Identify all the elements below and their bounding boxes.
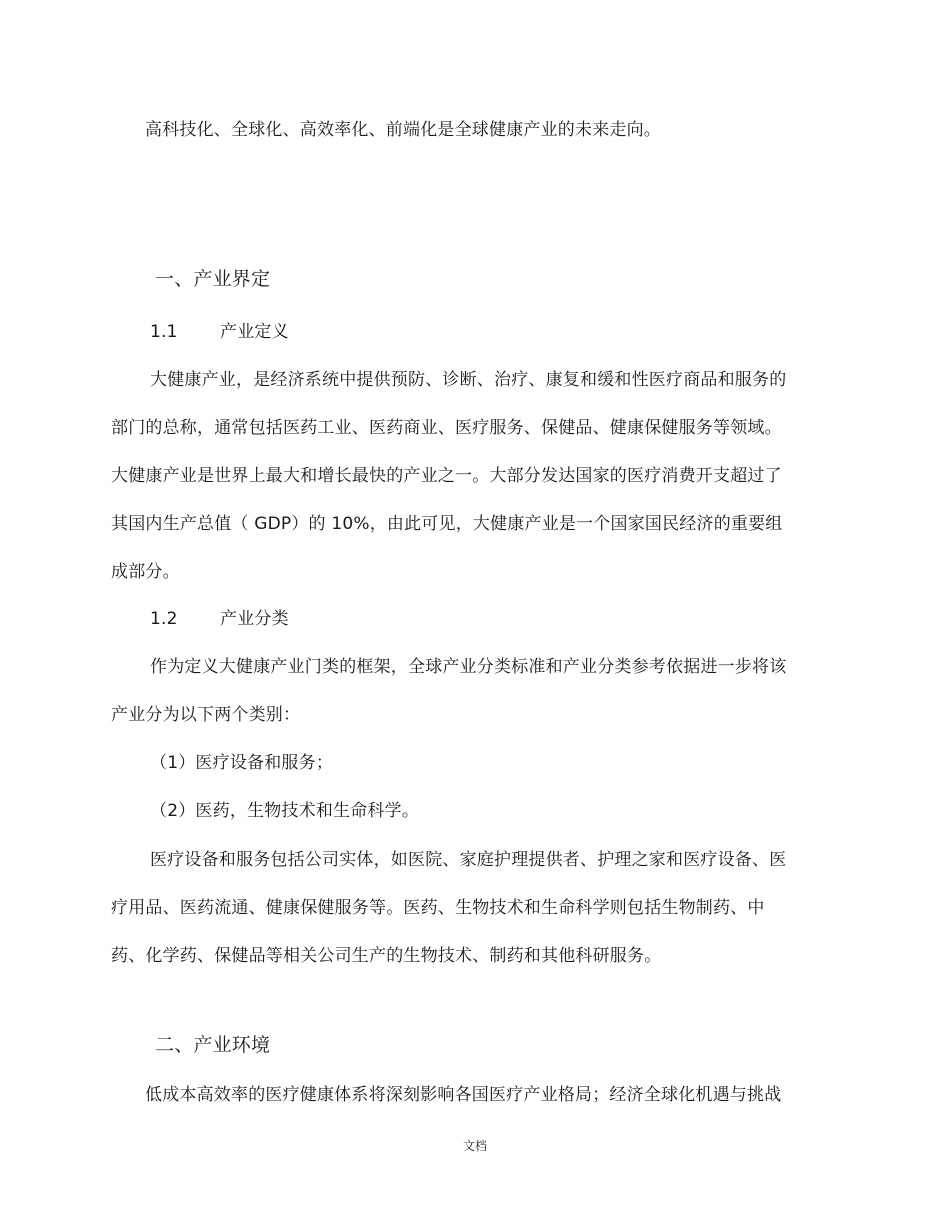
paragraph-line: 大健康产业是世界上最大和增长最快的产业之一。大部分发达国家的医疗消费开支超过了 [111,466,782,486]
paragraph-line: 作为定义大健康产业门类的框架，全球产业分类标准和产业分类参考依据进一步将该 [150,657,787,677]
list-item: （2）医药，生物技术和生命科学。 [150,801,420,821]
section1-heading: 一、产业界定 [155,268,271,290]
subsection-number: 1.1 [150,322,178,342]
section2-heading: 二、产业环境 [155,1034,271,1056]
list-item: （1）医疗设备和服务； [150,753,334,773]
paragraph-line: 医疗设备和服务包括公司实体，如医院、家庭护理提供者、护理之家和医疗设备、医 [150,850,787,870]
paragraph-line: 其国内生产总值（ GDP）的 10%，由此可见，大健康产业是一个国家国民经济的重要组 [111,514,783,534]
paragraph-line: 药、化学药、保健品等相关公司生产的生物技术、制药和其他科研服务。 [111,946,662,966]
paragraph-line: 产业分为以下两个类别： [111,705,301,725]
subsection-title: 产业分类 [220,609,289,629]
paragraph-line: 大健康产业，是经济系统中提供预防、诊断、治疗、康复和缓和性医疗商品和服务的 [150,370,787,390]
paragraph-line: 成部分。 [111,562,180,582]
paragraph-line: 疗用品、医药流通、健康保健服务等。医药、生物技术和生命科学则包括生物制药、中 [111,898,765,918]
paragraph-line: 部门的总称，通常包括医药工业、医药商业、医疗服务、保健品、健康保健服务等领域。 [111,418,782,438]
subsection-1-1-heading [150,320,289,344]
subsection-1-2-heading [150,607,289,631]
subsection-title: 产业定义 [220,322,289,342]
intro-text: 高科技化、全球化、高效率化、前端化是全球健康产业的未来走向。 [145,120,661,140]
subsection-number: 1.2 [150,609,178,629]
paragraph-line: 低成本高效率的医疗健康体系将深刻影响各国医疗产业格局；经济全球化机遇与挑战 [145,1085,782,1105]
page-footer: 文档 [462,1139,487,1153]
